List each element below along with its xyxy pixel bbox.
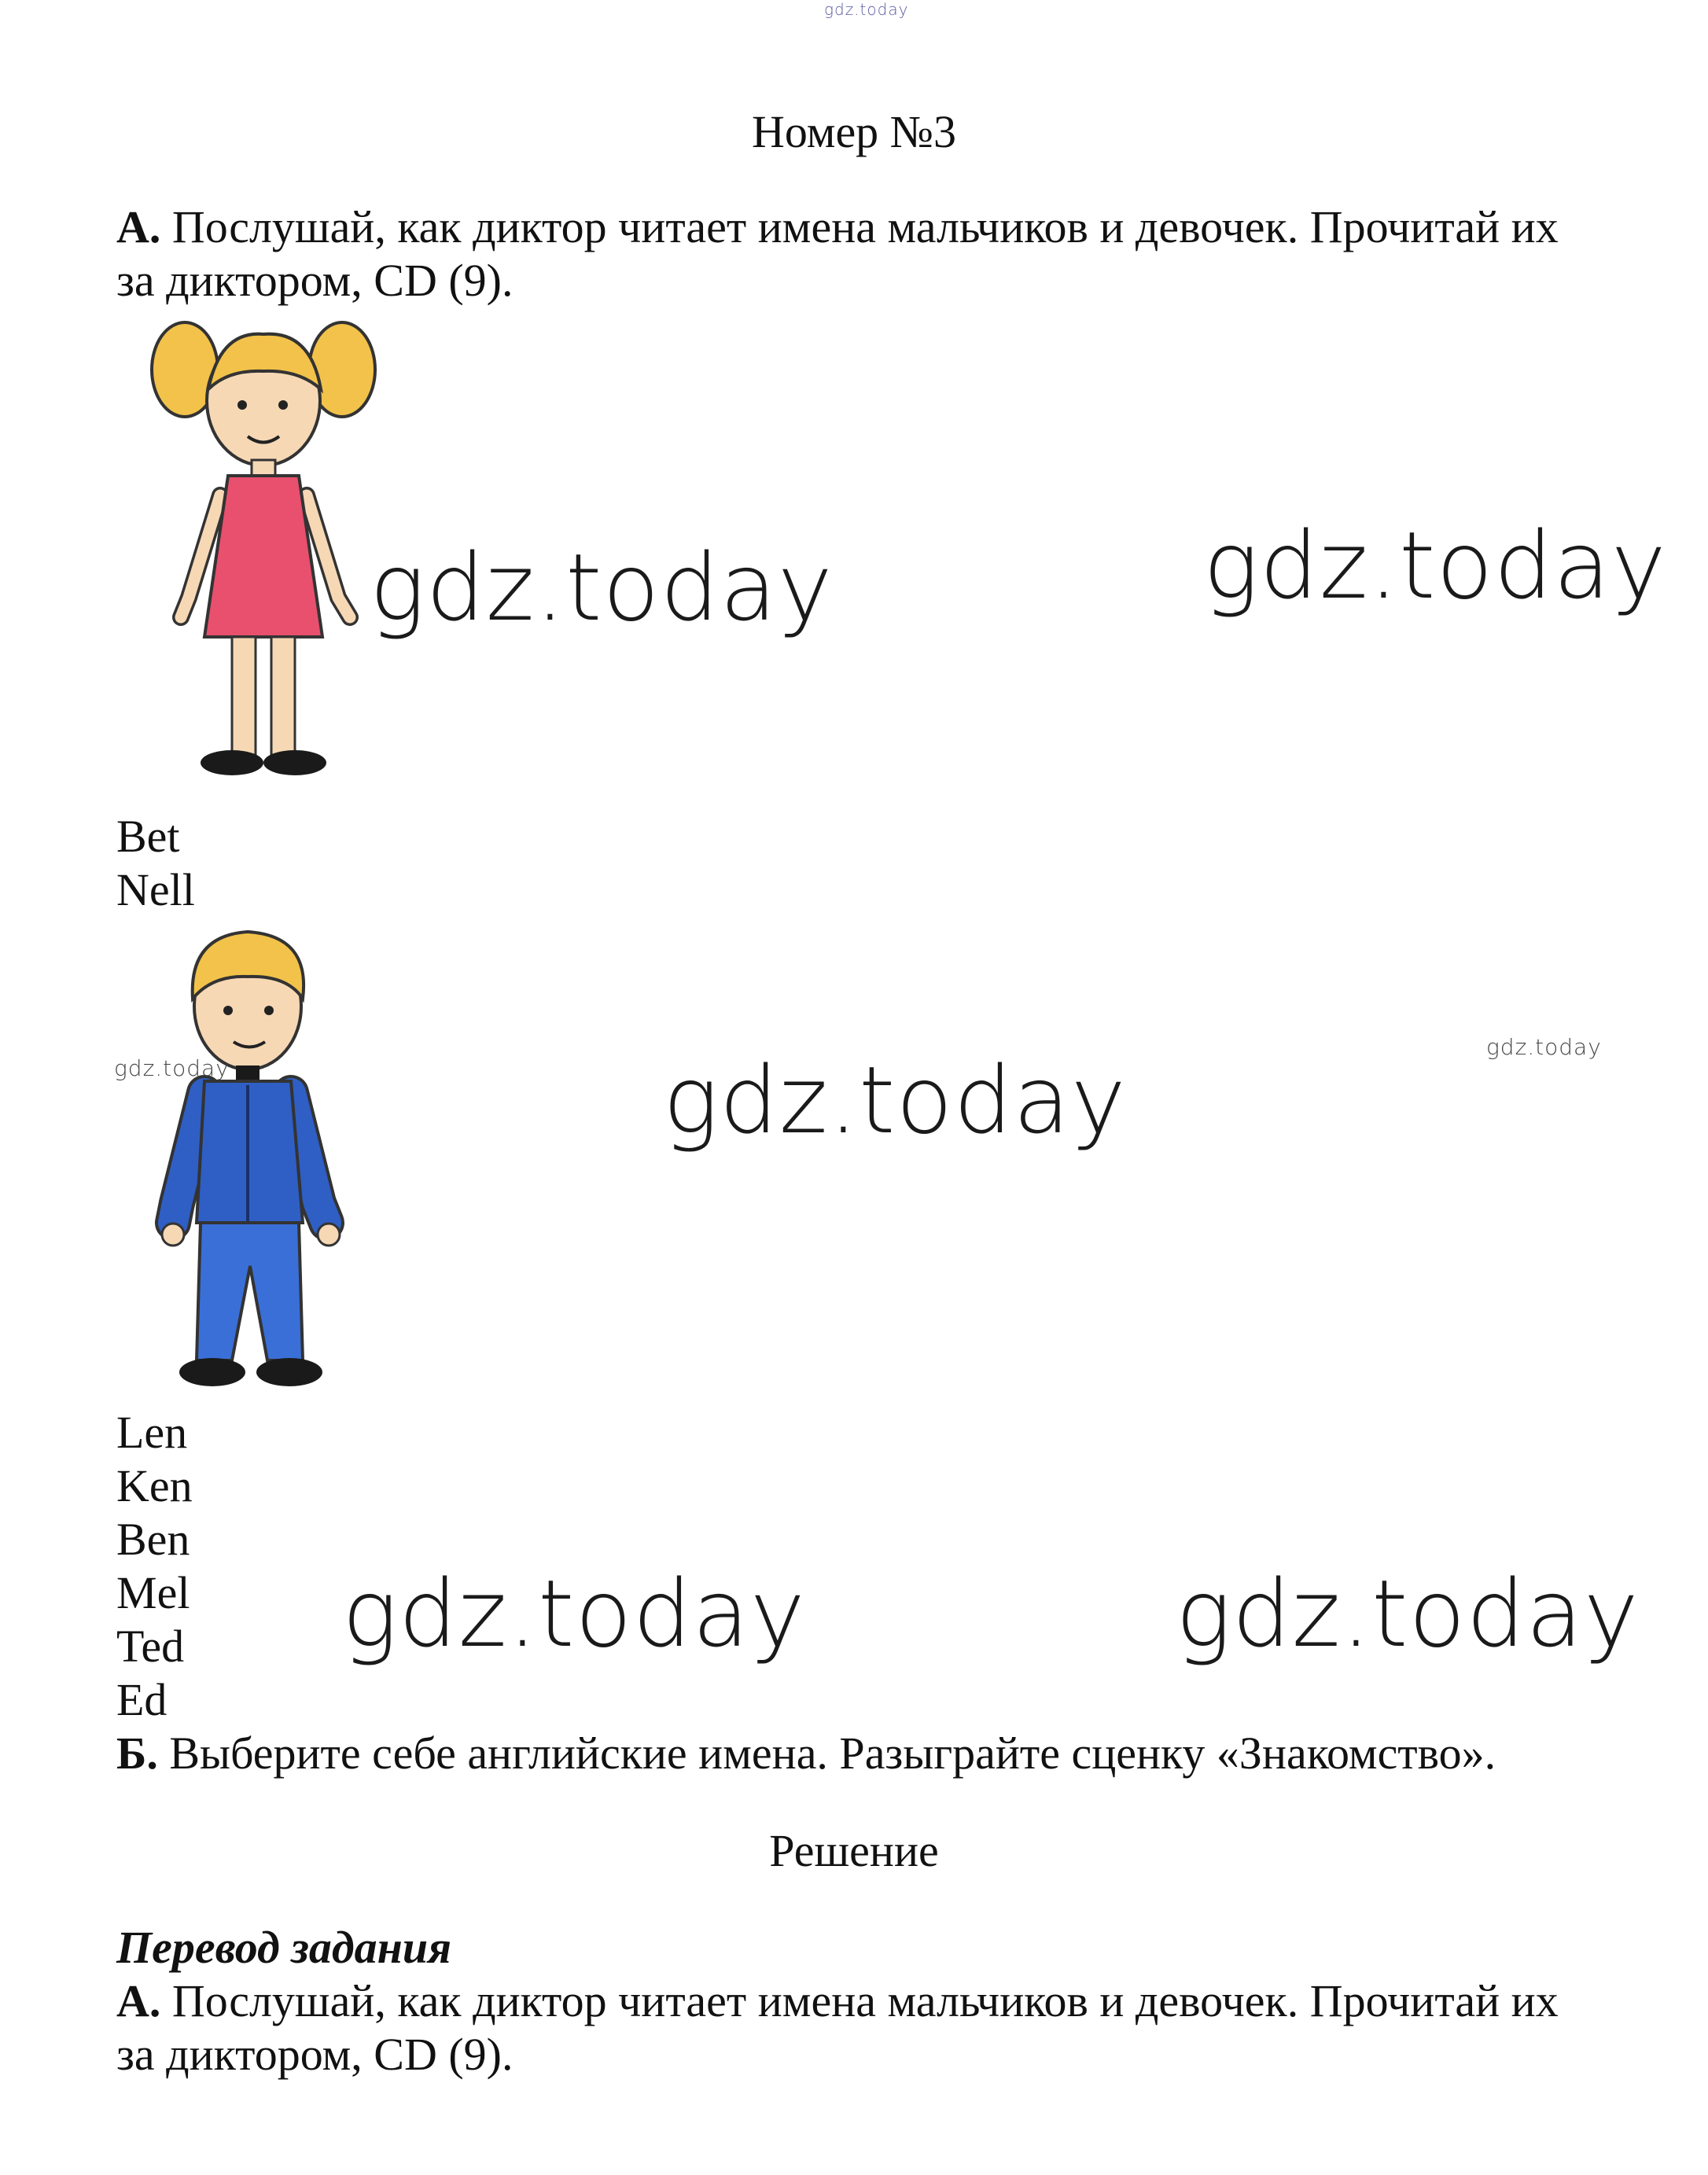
girl-illustration <box>142 315 377 786</box>
watermark-2: gdz.today <box>1203 511 1667 620</box>
translation-line-2: за диктором, CD (9). <box>116 2029 514 2080</box>
task-a-text-1: Послушай, как диктор читает имена мальчиков и девочек. Прочитай их <box>171 201 1559 252</box>
translation-heading: Перевод задания <box>116 1922 451 1973</box>
boy-name-5: Ted <box>116 1621 185 1672</box>
task-b <box>116 1727 1496 1780</box>
boy-name-2: Ken <box>116 1460 193 1511</box>
girl-name-1: Bet <box>116 811 180 862</box>
task-a-line-1 <box>116 201 1559 254</box>
watermark-4: gdz.today <box>342 1559 806 1668</box>
watermark-small-1: gdz.today <box>114 1055 230 1081</box>
boy-name-4: Mel <box>116 1567 190 1618</box>
solution-heading: Решение <box>769 1825 939 1876</box>
task-b-text: Выберите себе английские имена. Разыграйте сценку «Знакомство». <box>169 1728 1496 1779</box>
watermark-1: gdz.today <box>370 533 834 642</box>
translation-text-1: Послушай, как диктор читает имена мальчиков и девочек. Прочитай их <box>171 1975 1559 2026</box>
boy-name-3: Ben <box>116 1514 190 1565</box>
watermark-5: gdz.today <box>1176 1559 1640 1668</box>
task-a-label: А. <box>116 201 161 252</box>
boy-name-1: Len <box>116 1407 188 1458</box>
translation-label: А. <box>116 1975 161 2026</box>
boy-illustration <box>142 920 362 1400</box>
watermark-3: gdz.today <box>663 1046 1127 1154</box>
boy-name-6: Ed <box>116 1674 167 1725</box>
top-watermark: gdz.today <box>824 0 909 19</box>
girl-name-2: Nell <box>116 864 195 915</box>
translation-line-1 <box>116 1974 1559 2028</box>
watermark-small-2: gdz.today <box>1486 1034 1602 1060</box>
task-a-line-2: за диктором, CD (9). <box>116 255 514 306</box>
page-title: Номер №3 <box>751 106 957 157</box>
task-b-label: Б. <box>116 1728 158 1779</box>
